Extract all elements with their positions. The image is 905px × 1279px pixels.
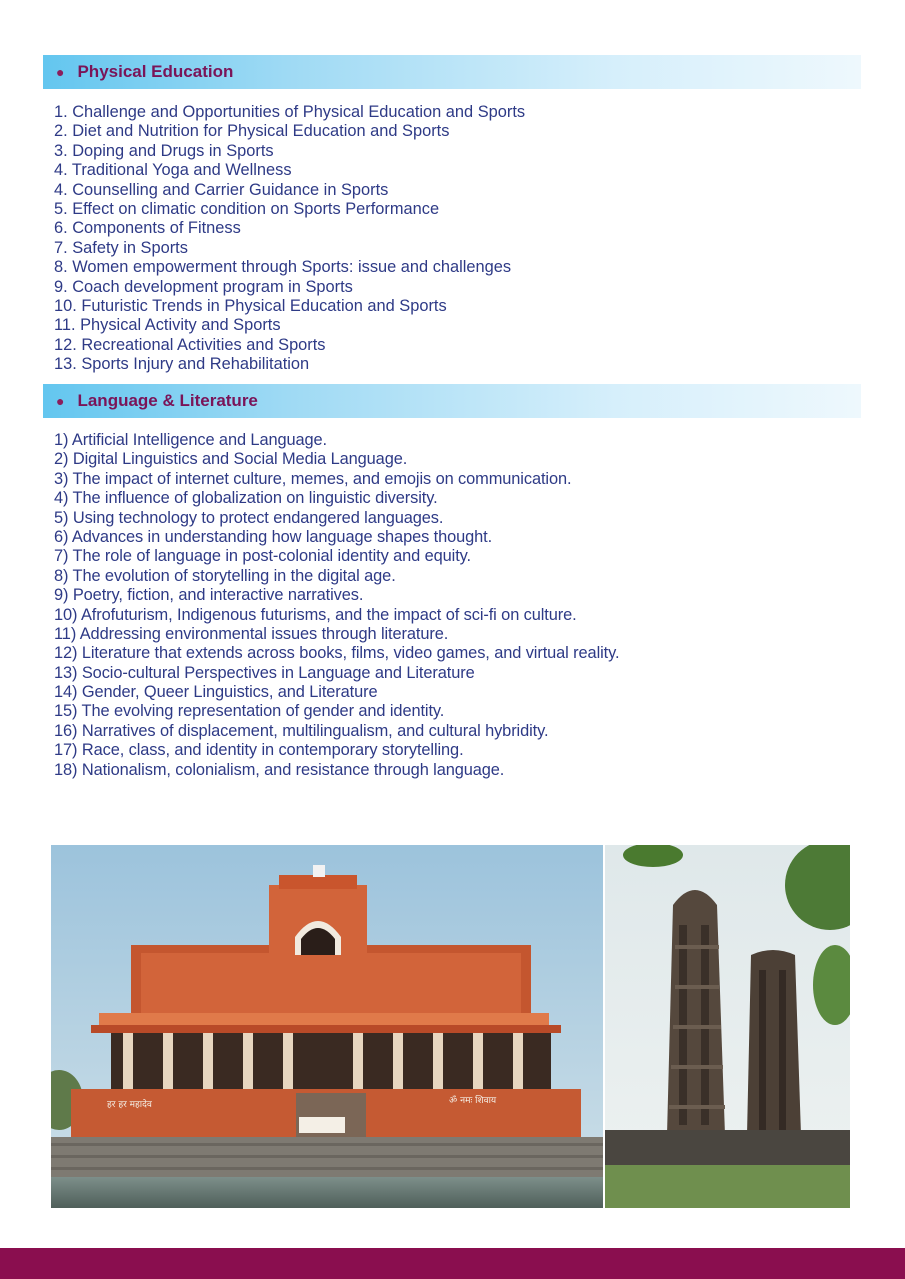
language-literature-topic-list bbox=[54, 431, 619, 780]
list-item: 4. Traditional Yoga and Wellness bbox=[54, 161, 292, 180]
stone-towers-photo bbox=[605, 845, 850, 1208]
temple-sign-right: ॐ नमः शिवाय bbox=[449, 1096, 497, 1106]
list-item: 8) The evolution of storytelling in the digital age. bbox=[54, 566, 396, 585]
list-item: 13. Sports Injury and Rehabilitation bbox=[54, 355, 310, 374]
list-item: 5. Effect on climatic condition on Sports Performance bbox=[54, 199, 440, 218]
list-item: 14) Gender, Queer Linguistics, and Literature bbox=[54, 683, 378, 702]
list-item: 12) Literature that extends across books, films, video games, and virtual reality. bbox=[54, 644, 620, 663]
footer-bar bbox=[0, 1248, 905, 1279]
list-item: 4) The influence of globalization on linguistic diversity. bbox=[54, 489, 438, 508]
list-item: 3. Doping and Drugs in Sports bbox=[54, 141, 274, 160]
section-title: Language & Literature bbox=[77, 391, 258, 410]
bullet-icon: ● bbox=[56, 64, 65, 80]
temple-photo bbox=[51, 845, 603, 1208]
list-item: 13) Socio-cultural Perspectives in Language and Literature bbox=[54, 663, 475, 682]
list-item: 18) Nationalism, colonialism, and resistance through language. bbox=[54, 760, 505, 779]
list-item: 9) Poetry, fiction, and interactive narratives. bbox=[54, 586, 364, 605]
list-item: 7. Safety in Sports bbox=[54, 238, 188, 257]
section-title: Physical Education bbox=[77, 62, 234, 81]
list-item: 12. Recreational Activities and Sports bbox=[54, 335, 326, 354]
list-item: 6. Components of Fitness bbox=[54, 219, 241, 238]
temple-illustration bbox=[51, 845, 603, 1208]
list-item: 11. Physical Activity and Sports bbox=[54, 316, 281, 335]
list-item: 9. Coach development program in Sports bbox=[54, 277, 353, 296]
list-item: 6) Advances in understanding how language shapes thought. bbox=[54, 527, 493, 546]
list-item: 4. Counselling and Carrier Guidance in Sports bbox=[54, 180, 389, 199]
list-item: 10. Futuristic Trends in Physical Education and Sports bbox=[54, 296, 447, 315]
physical-education-topic-list bbox=[54, 103, 525, 374]
list-item: 2) Digital Linguistics and Social Media Language. bbox=[54, 450, 408, 469]
bullet-icon: ● bbox=[56, 393, 65, 409]
list-item: 2. Diet and Nutrition for Physical Education and Sports bbox=[54, 122, 450, 141]
list-item: 1) Artificial Intelligence and Language. bbox=[54, 431, 328, 449]
list-item: 10) Afrofuturism, Indigenous futurisms, and the impact of sci-fi on culture. bbox=[54, 605, 577, 624]
list-item: 1. Challenge and Opportunities of Physical Education and Sports bbox=[54, 103, 526, 121]
list-item: 3) The impact of internet culture, memes, and emojis on communication. bbox=[54, 469, 572, 488]
section-header-physical-education bbox=[43, 55, 861, 89]
list-item: 8. Women empowerment through Sports: issue and challenges bbox=[54, 258, 512, 277]
list-item: 5) Using technology to protect endangered languages. bbox=[54, 508, 444, 527]
towers-illustration bbox=[605, 845, 850, 1208]
list-item: 11) Addressing environmental issues through literature. bbox=[54, 624, 449, 643]
list-item: 15) The evolving representation of gender and identity. bbox=[54, 702, 445, 721]
temple-sign-left: हर हर महादेव bbox=[107, 1100, 152, 1110]
section-header-language-literature bbox=[43, 384, 861, 418]
list-item: 16) Narratives of displacement, multilingualism, and cultural hybridity. bbox=[54, 721, 549, 740]
list-item: 7) The role of language in post-colonial identity and equity. bbox=[54, 547, 471, 566]
list-item: 17) Race, class, and identity in contemporary storytelling. bbox=[54, 741, 464, 760]
